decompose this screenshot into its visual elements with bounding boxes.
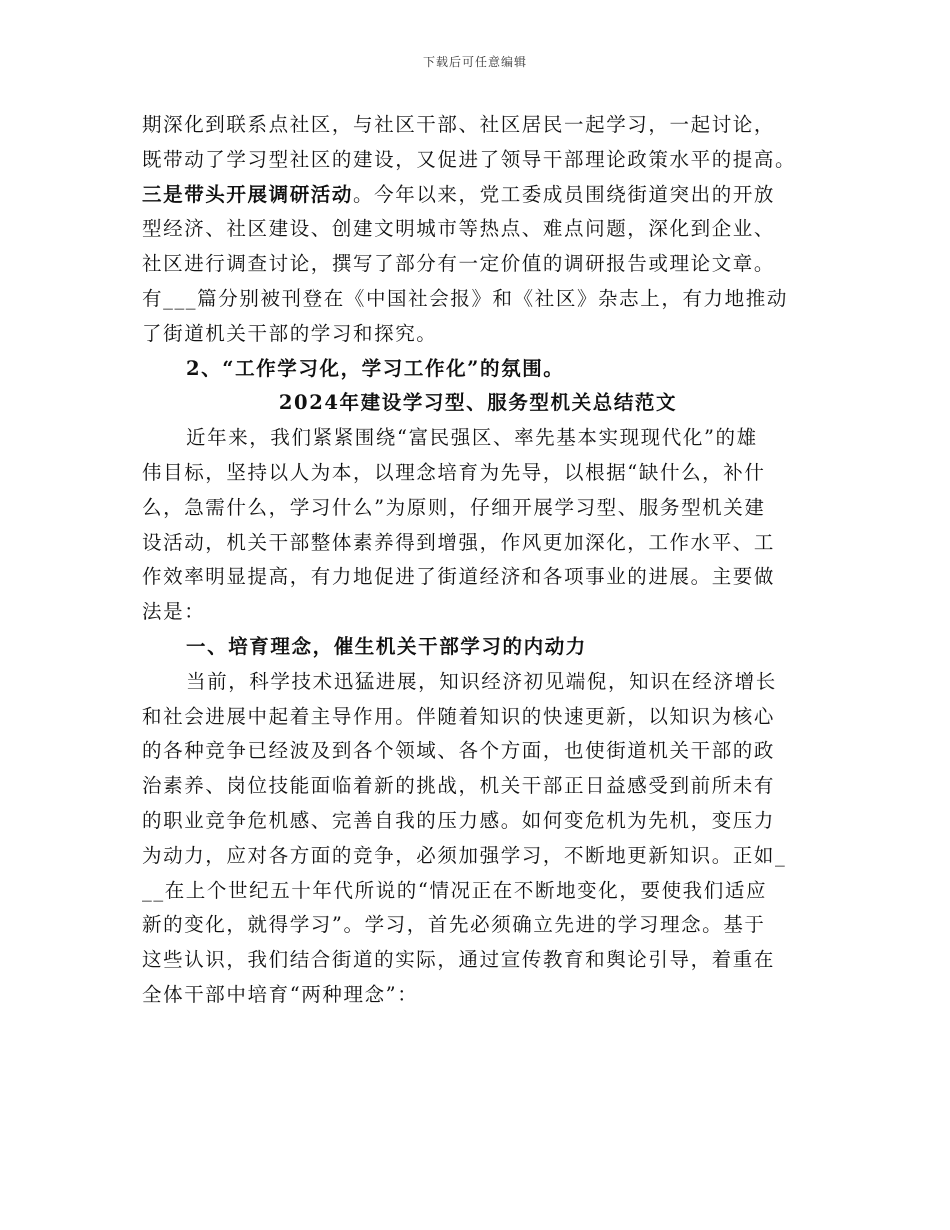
text-line: 型经济、社区建设、创建文明城市等热点、难点问题，深化到企业、	[142, 217, 776, 241]
section-heading: 一、培育理念，催生机关干部学习的内动力	[186, 634, 587, 658]
text-line: 近年来，我们紧紧围绕“富民强区、率先基本实现现代化”的雄	[186, 426, 758, 450]
text-line: 期深化到联系点社区，与社区干部、社区居民一起学习，一起讨论，	[142, 113, 776, 136]
text-line: 新的变化，就得学习”。学习，首先必须确立先进的学习理念。基于	[142, 913, 766, 937]
text-line: 设活动，机关干部整体素养得到增强，作风更加深化，工作水平、工	[142, 530, 776, 554]
text-line: 了街道机关干部的学习和探究。	[142, 321, 438, 345]
text-line: 的各种竞争已经波及到各个领域、各个方面，也使街道机关干部的政	[142, 739, 776, 763]
text-line: __在上个世纪五十年代所说的“情况正在不断地变化，要使我们适应	[142, 878, 768, 902]
page-header: 下载后可任意编辑	[422, 55, 527, 69]
text-line: 社区进行调查讨论，撰写了部分有一定价值的调研报告或理论文章。	[142, 252, 776, 276]
text-line: 和社会进展中起着主导作用。伴随着知识的快速更新，以知识为核心	[142, 704, 776, 728]
text-line: 治素养、岗位技能面临着新的挑战，机关干部正日益感受到前所未有	[142, 774, 776, 798]
text-line	[142, 178, 814, 213]
text-span: 。今年以来，党工委成员围绕街道突出的开放	[353, 182, 776, 206]
text-line: 么，急需什么，学习什么”为原则，仔细开展学习型、服务型机关建	[142, 495, 766, 519]
paragraph-intro	[142, 421, 814, 630]
text-line: 全体干部中培育“两种理念”：	[142, 982, 419, 1006]
document-title: 2024年建设学习型、服务型机关总结范文	[278, 391, 678, 415]
text-line: 作效率明显提高，有力地促进了街道经济和各项事业的进展。主要做	[142, 565, 776, 589]
text-line: 的职业竞争危机感、完善自我的压力感。如何变危机为先机，变压力	[142, 808, 776, 832]
text-line: 这些认识，我们结合街道的实际，通过宣传教育和舆论引导，着重在	[142, 948, 776, 972]
text-line: 既带动了学习型社区的建设，又促进了领导干部理论政策水平的提高。	[142, 147, 797, 171]
document-body	[142, 108, 814, 1013]
paragraph-body	[142, 665, 814, 1013]
text-line: 有___篇分别被刊登在《中国社会报》和《社区》杂志上，有力地推动	[142, 286, 788, 310]
text-line: 为动力，应对各方面的竞争，必须加强学习，不断地更新知识。正如_	[142, 843, 787, 867]
bold-lead-phrase: 三是带头开展调研活动	[142, 182, 354, 206]
text-line: 伟目标，坚持以人为本，以理念培育为先导，以根据“缺什么，补什	[142, 460, 766, 484]
text-line: 法是：	[142, 600, 206, 624]
subheading: 2、“工作学习化，学习工作化”的氛围。	[186, 356, 565, 380]
text-line: 当前，科学技术迅猛进展，知识经济初见端倪，知识在经济增长	[186, 669, 777, 693]
